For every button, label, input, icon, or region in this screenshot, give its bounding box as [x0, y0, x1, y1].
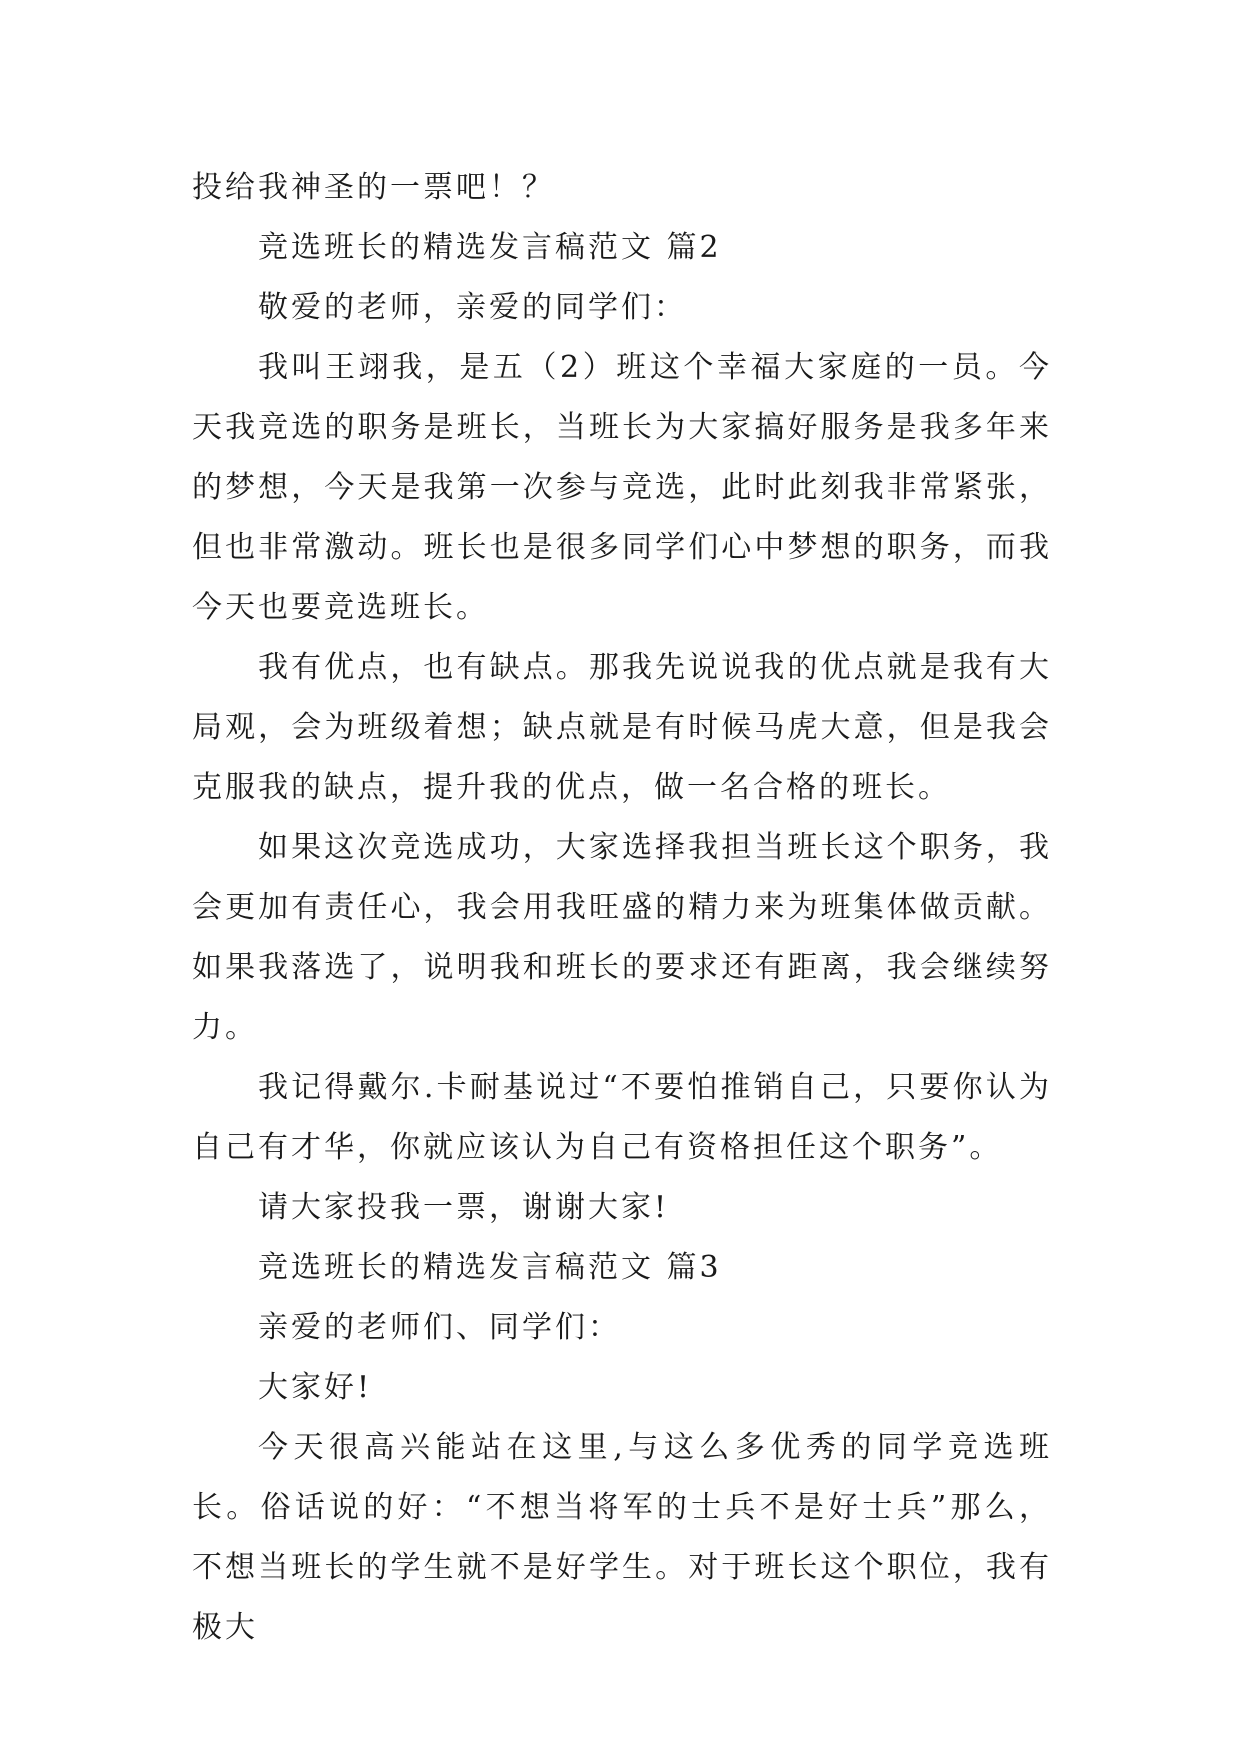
paragraph-commitment: 如果这次竞选成功，大家选择我担当班长这个职务，我会更加有责任心，我会用我旺盛的精力来为班集体做贡献。如果我落选了，说明我和班长的要求还有距离，我会继续努力。 [192, 830, 1052, 1045]
paragraph-thanks: 请大家投我一票，谢谢大家! [258, 1190, 670, 1225]
section-heading-3: 竞选班长的精选发言稿范文 篇3 [258, 1250, 722, 1285]
salutation-3: 亲爱的老师们、同学们： [258, 1310, 621, 1345]
paragraph-strengths: 我有优点，也有缺点。那我先说说我的优点就是我有大局观，会为班级着想；缺点就是有时候马虎大意，但是我会克服我的缺点，提升我的优点，做一名合格的班长。 [192, 650, 1052, 805]
greeting: 大家好! [258, 1370, 373, 1405]
paragraph-quote: 我记得戴尔.卡耐基说过“不要怕推销自己，只要你认为自己有才华，你就应该认为自己有资格担任这个职务”。 [192, 1070, 1052, 1165]
paragraph-opening-3: 今天很高兴能站在这里,与这么多优秀的同学竞选班长。俗话说的好：“不想当将军的士兵不是好士兵”那么，不想当班长的学生就不是好学生。对于班长这个职位，我有极大 [192, 1430, 1052, 1645]
salutation-2: 敬爱的老师，亲爱的同学们： [258, 290, 687, 325]
paragraph-intro: 我叫王翊我，是五（2）班这个幸福大家庭的一员。今天我竞选的职务是班长，当班长为大家搞好服务是我多年来的梦想，今天是我第一次参与竞选，此时此刻我非常紧张，但也非常激动。班长也是很多同学们心中梦想的职务，而我今天也要竞选班长。 [192, 350, 1052, 625]
paragraph-closing-line: 投给我神圣的一票吧！？ [192, 170, 555, 205]
document-body [192, 158, 1052, 1658]
section-heading-2: 竞选班长的精选发言稿范文 篇2 [258, 230, 722, 265]
